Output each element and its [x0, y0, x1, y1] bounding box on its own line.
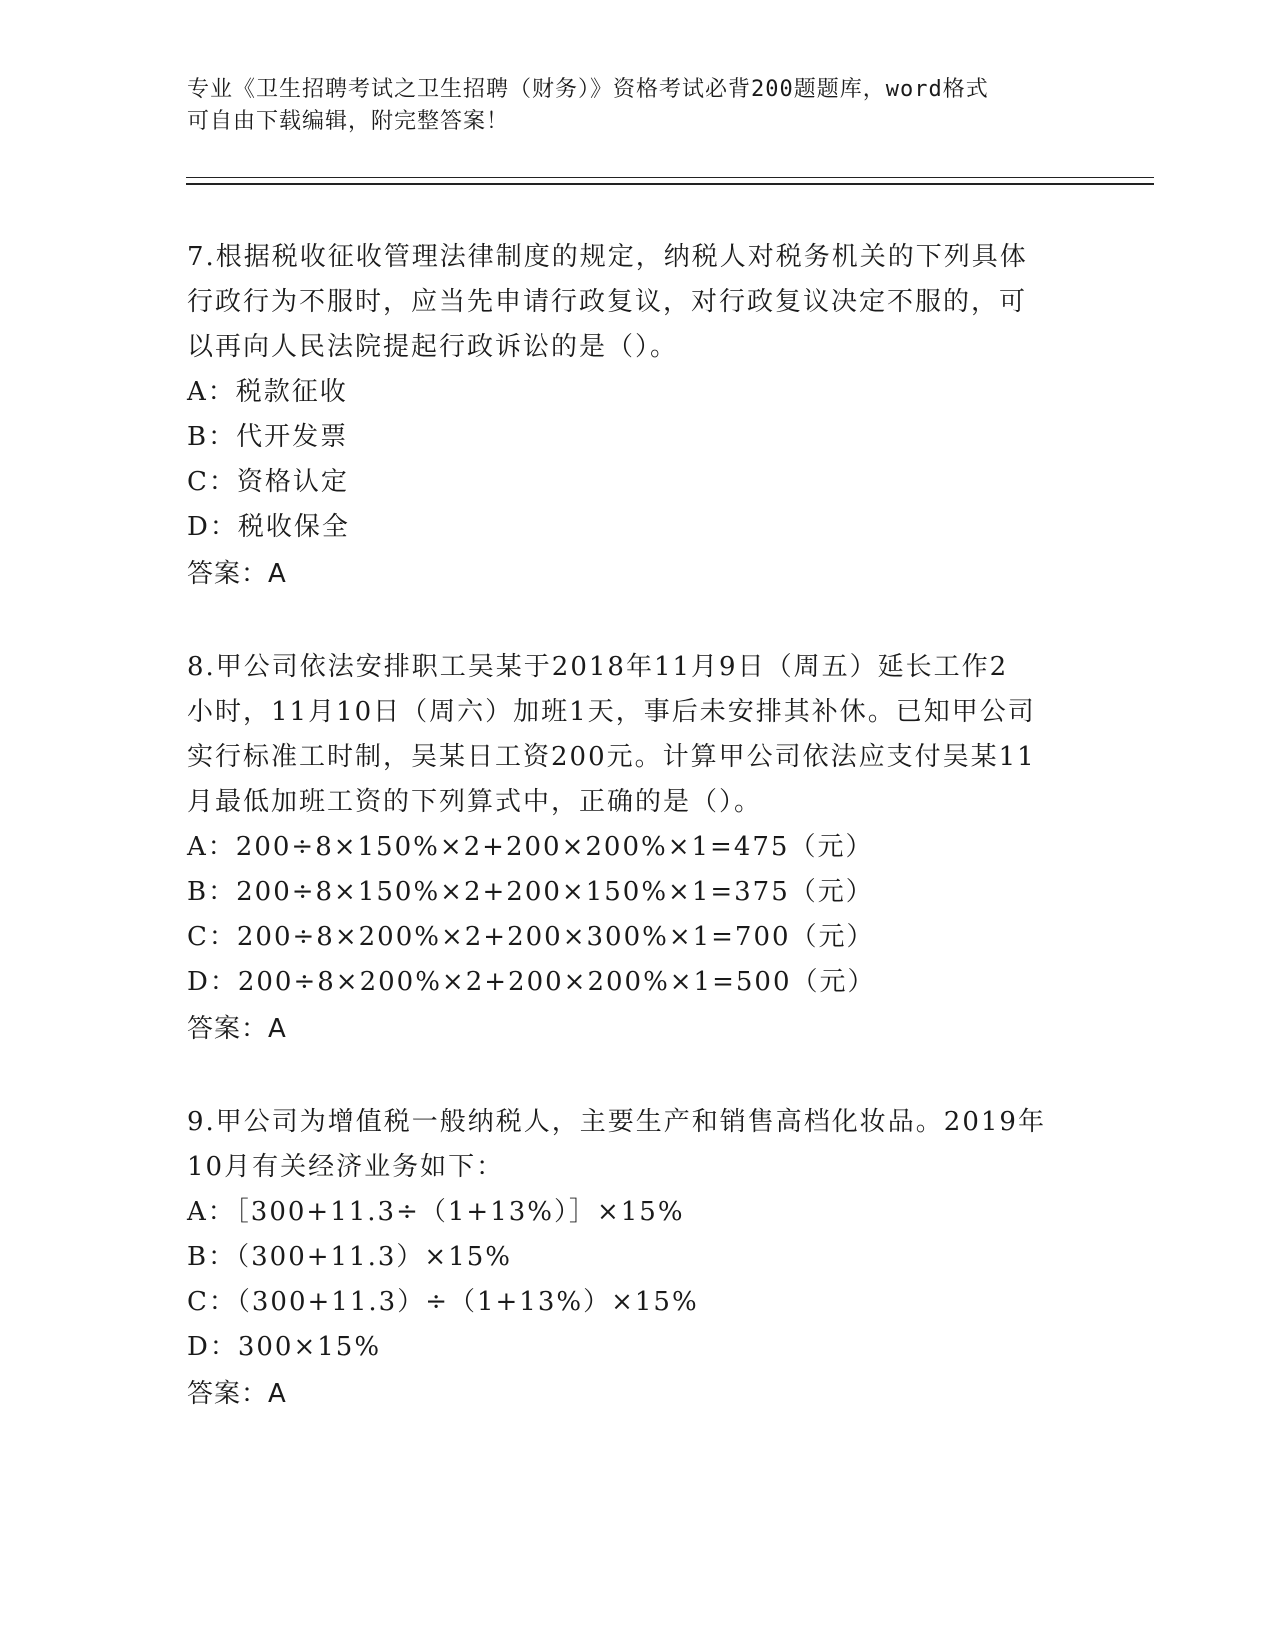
header-divider-thin [186, 177, 1154, 178]
question-stem-line: 月最低加班工资的下列算式中，正确的是（）。 [187, 787, 763, 817]
option-c: C：200÷8×200%×2+200×300%×1=700（元） [187, 922, 875, 952]
option-a: A：200÷8×150%×2+200×200%×1=475（元） [187, 832, 874, 862]
header-line-2: 可自由下载编辑，附完整答案！ [187, 109, 510, 134]
question-stem-line: 行政行为不服时，应当先申请行政复议，对行政复议决定不服的，可 [187, 287, 1028, 317]
question-stem-line: 实行标准工时制，吴某日工资200元。计算甲公司依法应支付吴某11 [187, 742, 1036, 772]
question-stem-line: 小时，11月10日（周六）加班1天，事后未安排其补休。已知甲公司 [187, 697, 1036, 727]
question-8 [187, 645, 1087, 1053]
option-b: B：代开发票 [187, 422, 349, 452]
document-header [187, 74, 1087, 138]
question-stem-line: 以再向人民法院提起行政诉讼的是（）。 [187, 332, 679, 362]
option-a: A：税款征收 [187, 377, 348, 407]
question-stem-line: 10月有关经济业务如下： [187, 1152, 505, 1182]
option-b: B：200÷8×150%×2+200×150%×1=375（元） [187, 877, 874, 907]
option-c: C：资格认定 [187, 467, 349, 497]
question-stem-line: 7.根据税收征收管理法律制度的规定，纳税人对税务机关的下列具体 [187, 242, 1028, 272]
question-stem-line: 8.甲公司依法安排职工吴某于2018年11月9日（周五）延长工作2 [187, 652, 1009, 682]
option-d: D：税收保全 [187, 512, 350, 542]
option-d: D：300×15% [187, 1332, 382, 1362]
option-c: C：（300+11.3）÷（1+13%）×15% [187, 1287, 699, 1317]
question-stem-line: 9.甲公司为增值税一般纳税人，主要生产和销售高档化妆品。2019年 [187, 1107, 1046, 1137]
option-a: A：［300+11.3÷（1+13%）］×15% [187, 1197, 685, 1227]
question-7 [187, 235, 1087, 598]
header-divider-thick [186, 183, 1154, 185]
answer: 答案：A [187, 559, 287, 589]
answer: 答案：A [187, 1014, 287, 1044]
header-line-1: 专业《卫生招聘考试之卫生招聘（财务）》资格考试必背200题题库，word格式 [187, 77, 989, 102]
option-b: B：（300+11.3）×15% [187, 1242, 512, 1272]
question-9 [187, 1100, 1087, 1418]
option-d: D：200÷8×200%×2+200×200%×1=500（元） [187, 967, 876, 997]
answer: 答案：A [187, 1379, 287, 1409]
